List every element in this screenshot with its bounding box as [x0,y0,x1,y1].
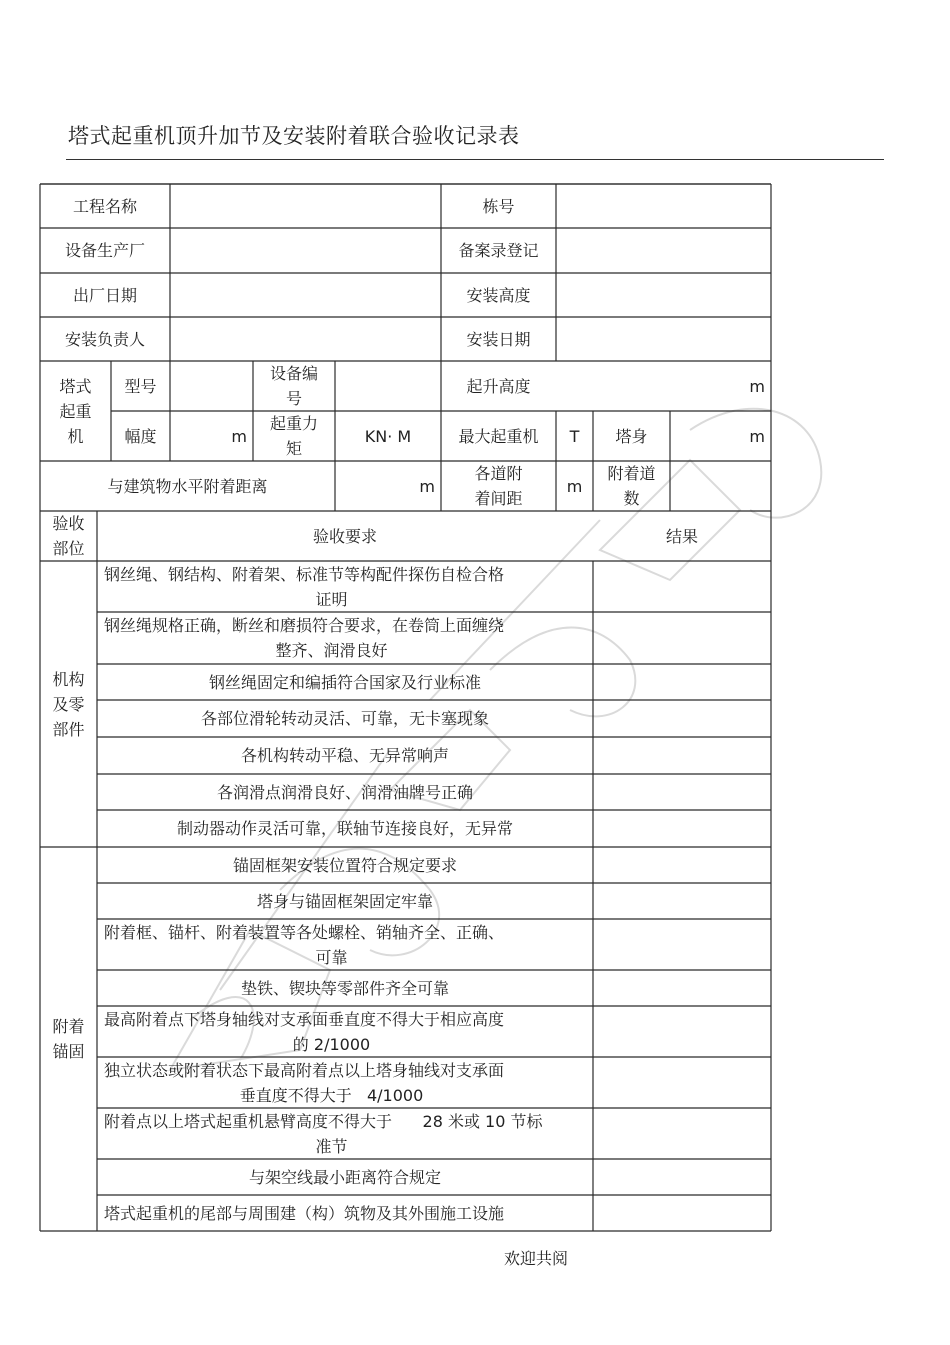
requirement-item: 制动器动作灵活可靠，联轴节连接良好，无异常 [176,819,513,838]
attach-spacing-unit: m [566,476,583,496]
requirement-column-header: 验收要求 [312,526,377,546]
requirement-item: 钢丝绳、钢结构、附着架、标准节等构配件探伤自检合格 证明 [104,564,505,609]
requirement-item: 锚固框架安装位置符合规定要求 [232,855,457,875]
section-name: 附着 锚固 [52,1017,85,1061]
requirement-item: 附着框、锚杆、附着装置等各处螺栓、销轴齐全、正确、 可靠 [104,922,505,967]
lift-moment-unit: KN· M [364,426,412,446]
building-no-label: 栋号 [482,196,515,216]
section-column-header: 验收 部位 [52,514,85,558]
max-lift-unit: T [569,426,580,446]
result-cell [593,664,771,700]
model-label: 型号 [124,376,157,396]
amplitude-label: 幅度 [124,426,157,446]
page-title: 塔式起重机顶升加节及安装附着联合验收记录表 [68,124,520,148]
requirement-item: 各机构转动平稳、无异常响声 [240,746,449,765]
requirement-item: 独立状态或附着状态下最高附着点以上塔身轴线对支承面 垂直度不得大于 4/1000 [104,1060,505,1105]
section-name: 机构 及零 部件 [52,669,85,739]
result-cell [593,700,771,737]
attach-count-label: 附着道 数 [607,464,656,508]
result-cell [593,919,771,970]
install-person-label: 安装负责人 [64,329,145,349]
requirement-item: 塔身与锚固框架固定牢靠 [256,891,433,911]
attach-spacing-label: 各道附 着间距 [474,464,523,508]
result-cell [593,1159,771,1195]
equip-no-label: 设备编 号 [269,364,318,408]
amplitude-unit: m [231,426,247,446]
attach-distance-unit: m [419,476,435,496]
requirement-item: 钢丝绳规格正确，断丝和磨损符合要求，在卷筒上面缠绕 整齐、润滑良好 [104,616,505,660]
result-cell [593,883,771,919]
crane-label: 塔式 起重 机 [59,376,92,446]
registration-label: 备案录登记 [458,241,539,260]
max-lift-label: 最大起重机 [458,426,539,446]
factory-date-label: 出厂日期 [72,285,137,305]
manufacturer-label: 设备生产厂 [64,241,145,260]
requirement-item: 钢丝绳固定和编插符合国家及行业标准 [208,672,481,692]
result-cell [593,970,771,1006]
result-cell [593,737,771,774]
result-cell [593,1057,771,1108]
requirement-item: 附着点以上塔式起重机悬臂高度不得大于 28 米或 10 节标 准节 [104,1111,543,1156]
result-cell [593,561,771,612]
result-cell [593,774,771,810]
requirement-item: 各部位滑轮转动灵活、可靠，无卡塞现象 [200,709,489,728]
project-name-label: 工程名称 [72,196,137,216]
tower-body-unit: m [749,426,765,446]
requirement-item: 各润滑点润滑良好、润滑油牌号正确 [216,782,473,802]
install-date-label: 安装日期 [466,329,531,349]
requirement-item: 垫铁、锲块等零部件齐全可靠 [240,978,449,998]
lift-height-unit: m [749,376,765,396]
result-cell [593,1108,771,1159]
requirement-item: 塔式起重机的尾部与周围建（构）筑物及其外围施工设施 [104,1203,505,1223]
result-cell [593,810,771,847]
result-column-header: 结果 [665,526,698,546]
install-height-label: 安装高度 [466,285,531,305]
footer-text: 欢迎共阅 [504,1249,569,1268]
result-cell [593,612,771,664]
tower-body-label: 塔身 [615,426,648,446]
requirement-item: 最高附着点下塔身轴线对支承面垂直度不得大于相应高度 的 2/1000 [104,1009,505,1054]
result-cell [593,847,771,883]
lift-moment-label: 起重力 矩 [269,414,318,458]
lift-height-label: 起升高度 [466,376,531,396]
result-cell [593,1195,771,1231]
attach-distance-label: 与建筑物水平附着距离 [107,476,268,496]
result-cell [593,1006,771,1057]
requirement-item: 与架空线最小距离符合规定 [248,1167,441,1187]
